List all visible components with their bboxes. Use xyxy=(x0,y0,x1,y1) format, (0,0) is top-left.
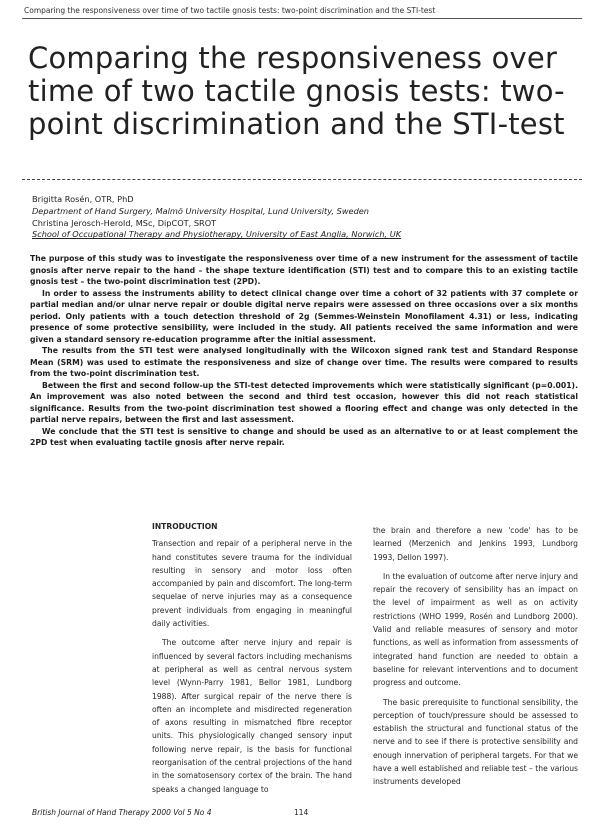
running-header: Comparing the responsiveness over time of two tactile gnosis tests: two-point discrimination and the STI-test xyxy=(24,6,436,15)
title-line-2: time of two tactile gnosis tests: two- xyxy=(28,74,565,108)
article-title xyxy=(28,42,568,141)
abstract-paragraph: The purpose of this study was to investigate the responsiveness over time of a new instrument for the assessment of tactile gnosis after nerve repair to the hand – the shape texture identification (STI) test and to compare this to an existing tactile gnosis test – the two-point discrimination test (2PD). xyxy=(30,254,578,286)
journal-citation: British Journal of Hand Therapy 2000 Vol 5 No 4 xyxy=(32,808,212,817)
header-divider xyxy=(22,18,582,19)
body-column-right xyxy=(373,524,578,795)
affiliation-2: School of Occupational Therapy and Physiotherapy, University of East Anglia, Norwich, UK xyxy=(32,229,402,240)
affiliation-1: Department of Hand Surgery, Malmö University Hospital, Lund University, Sweden xyxy=(32,205,369,216)
abstract-paragraph: The results from the STI test were analysed longitudinally with the Wilcoxon signed rank test and Standard Response Mean (SRM) was used to estimate the responsiveness and size of change over time. The results were compared to results from the two-point discrimination test. xyxy=(30,346,578,378)
author-1: Brigitta Rosén, OTR, PhD xyxy=(32,194,134,204)
body-paragraph: The basic prerequisite to functional sensibility, the perception of touch/pressure should be assessed to establish the structural and functional status of the nerve and to see if there is protective sensibility and enough innervation of peripheral targets. For that we have a well established and reliable test – the various instruments developed xyxy=(373,697,578,787)
body-paragraph: In the evaluation of outcome after nerve injury and repair the recovery of sensibility has an impact on the level of impairment as well as on activity restrictions (WHO 1999, Rosén and Lundborg 2000). Valid and reliable measures of sensory and motor functions, as well as information from assessments of integrated hand function are needed to obtain a baseline for relevant interventions and to document progress and outcome. xyxy=(373,571,578,688)
body-paragraph: Transection and repair of a peripheral nerve in the hand constitutes severe trauma for the individual resulting in sensory and motor loss often accompanied by pain and discomfort. The long-term sequelae of nerve injuries may as a consequence prevent individuals from engaging in meaningful daily activities. xyxy=(152,539,352,629)
author-block xyxy=(32,194,572,241)
abstract-paragraph: Between the first and second follow-up the STI-test detected improvements which were statistically significant (p=0.001). An improvement was also noted between the second and third test occasion, however this did not reach statistical significance. Results from the two-point discrimination test showed a flooring effect and change was only detected in the partial nerve repairs, between the first and last assessment. xyxy=(30,380,578,424)
body-paragraph: the brain and therefore a new 'code' has to be learned (Merzenich and Jenkins 1993, Lundborg 1993, Dellon 1997). xyxy=(373,526,578,562)
abstract-paragraph: In order to assess the instruments ability to detect clinical change over time a cohort of 32 patients with 37 complete or partial median and/or ulnar nerve repair or double digital nerve repairs were assessed on three occasions over a six months period. Only patients with a touch detection threshold of 2g (Semmes-Weinstein Monofilament 4.31) or less, indicating presence of some protective sensibility, were included in the study. All patients received the same information and were given a standard sensory re-education programme after the initial assessment. xyxy=(30,288,578,344)
body-paragraph: The outcome after nerve injury and repair is influenced by several factors including mechanisms at peripheral as well as central nervous system level (Wynn-Parry 1981, Bellor 1981, Lundborg 1988). After surgical repair of the nerve there is often an incomplete and misdirected regeneration of axons resulting in mismatched fibre receptor units. This physiologically changed sensory input following nerve repair, is the basis for functional reorganisation of the central projections of the hand in the somatosensory cortex of the brain. The hand speaks a changed language to xyxy=(152,638,352,794)
abstract-paragraph: We conclude that the STI test is sensitive to change and should be used as an alternative to or at least complement the 2PD test when evaluating tactile gnosis after nerve repair. xyxy=(30,426,578,447)
section-heading: INTRODUCTION xyxy=(152,522,218,531)
author-2: Christina Jerosch-Herold, MSc, DipCOT, SROT xyxy=(32,217,217,228)
body-column-left xyxy=(152,520,352,802)
abstract xyxy=(30,253,578,449)
title-line-1: Comparing the responsiveness over xyxy=(28,41,558,75)
title-line-3: point discrimination and the STI-test xyxy=(28,107,565,141)
page-number: 114 xyxy=(294,808,309,817)
page-footer xyxy=(32,808,572,817)
title-divider xyxy=(22,179,582,180)
